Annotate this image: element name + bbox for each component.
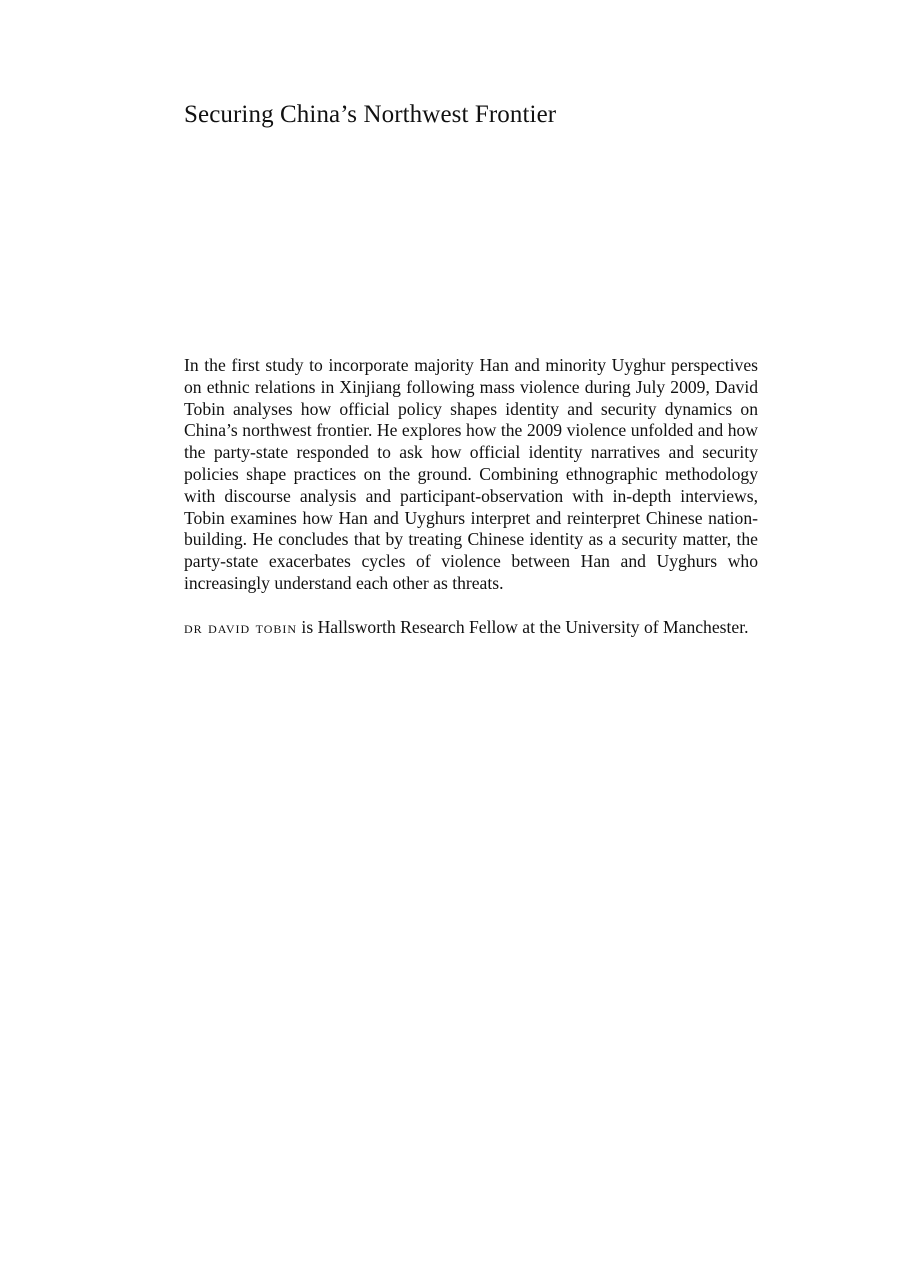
author-bio <box>184 617 758 639</box>
author-name: dr david tobin <box>184 616 298 637</box>
description-block <box>184 355 758 639</box>
book-blurb: In the first study to incorporate majority Han and minority Uyghur perspectives on ethnic relations in Xinjiang following mass violence during July 2009, David Tobin analyses how official policy shapes identity and security dynamics on China’s northwest frontier. He explores how the 2009 violence unfolded and how the party-state responded to ask how official identity narratives and security policies shape practices on the ground. Combining ethnographic methodology with discourse analysis and participant-observation with in-depth interviews, Tobin examines how Han and Uyghurs interpret and reinterpret Chinese nation-building. He concludes that by treating Chinese identity as a security matter, the party-state exacerbates cycles of violence between Han and Uyghurs who increasingly understand each other as threats. <box>184 355 758 593</box>
author-bio-text: is Hallsworth Research Fellow at the University of Manchester. <box>297 616 749 637</box>
book-title: Securing China’s Northwest Frontier <box>184 101 557 128</box>
